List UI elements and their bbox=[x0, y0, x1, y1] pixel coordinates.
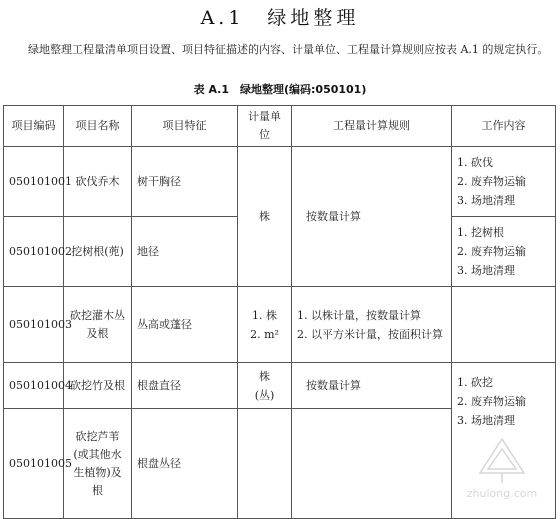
row-name: 砍挖灌木丛及根 bbox=[64, 287, 132, 363]
row-rule bbox=[292, 287, 452, 363]
row-work bbox=[452, 147, 556, 217]
row-name: 砍挖竹及根 bbox=[64, 363, 132, 409]
row-unit bbox=[238, 287, 292, 363]
unit-option: 株 bbox=[259, 369, 270, 383]
row-code: 050101005 bbox=[4, 409, 64, 519]
row-work-empty bbox=[452, 287, 556, 363]
row-unit-empty bbox=[238, 409, 292, 519]
row-name: 砍伐乔木 bbox=[64, 147, 132, 217]
rule-item: 1. 以株计量，按数量计算 bbox=[297, 308, 421, 322]
work-item: 2. 废弃物运输 bbox=[457, 395, 526, 408]
row-unit bbox=[238, 363, 292, 409]
intro-paragraph: 绿地整理工程量清单项目设置、项目特征描述的内容、计量单位、工程量计算规则应按表 A.1 的规定执行。 bbox=[28, 43, 549, 56]
work-item: 3. 场地清理 bbox=[457, 264, 515, 277]
table-row bbox=[4, 147, 556, 217]
row-feature: 丛高或蓬径 bbox=[132, 287, 238, 363]
unit-option: 1. 株 bbox=[252, 308, 277, 322]
row-name: 挖树根(蔸) bbox=[64, 217, 132, 287]
work-item: 2. 废弃物运输 bbox=[457, 175, 526, 188]
svg-text:zhulong.com: zhulong.com bbox=[466, 487, 538, 500]
row-feature: 根盘直径 bbox=[132, 363, 238, 409]
unit-option: 2. m² bbox=[250, 327, 279, 341]
row-unit: 株 bbox=[238, 147, 292, 287]
row-name: 砍挖芦苇(或其他水生植物)及根 bbox=[64, 409, 132, 519]
table-caption: 表 A.1 绿地整理(编码:050101) bbox=[193, 83, 367, 96]
row-feature: 树干胸径 bbox=[132, 147, 238, 217]
row-rule: 按数量计算 bbox=[292, 147, 452, 287]
page-title: A.1 绿地整理 bbox=[200, 7, 360, 29]
row-rule-empty bbox=[292, 409, 452, 519]
row-code: 050101001 bbox=[4, 147, 64, 217]
row-feature: 根盘丛径 bbox=[132, 409, 238, 519]
header-rule: 工程量计算规则 bbox=[292, 106, 452, 147]
header-unit: 计量单位 bbox=[238, 106, 292, 147]
work-item: 3. 场地清理 bbox=[457, 194, 515, 207]
watermark-logo bbox=[454, 433, 550, 503]
row-code: 050101003 bbox=[4, 287, 64, 363]
header-code: 项目编码 bbox=[4, 106, 64, 147]
header-work: 工作内容 bbox=[452, 106, 556, 147]
unit-option: (丛) bbox=[254, 388, 275, 402]
row-code: 050101004 bbox=[4, 363, 64, 409]
work-item: 3. 场地清理 bbox=[457, 414, 515, 427]
work-item: 1. 砍挖 bbox=[457, 376, 493, 389]
table-row bbox=[4, 287, 556, 363]
row-code: 050101002 bbox=[4, 217, 64, 287]
table-header-row bbox=[4, 106, 556, 147]
table-row bbox=[4, 363, 556, 409]
row-rule: 按数量计算 bbox=[292, 363, 452, 409]
work-item: 1. 砍伐 bbox=[457, 156, 493, 169]
header-name: 项目名称 bbox=[64, 106, 132, 147]
header-feature: 项目特征 bbox=[132, 106, 238, 147]
row-work bbox=[452, 217, 556, 287]
work-item: 2. 废弃物运输 bbox=[457, 245, 526, 258]
work-item: 1. 挖树根 bbox=[457, 226, 504, 239]
row-feature: 地径 bbox=[132, 217, 238, 287]
rule-item: 2. 以平方米计量，按面积计算 bbox=[297, 327, 443, 341]
